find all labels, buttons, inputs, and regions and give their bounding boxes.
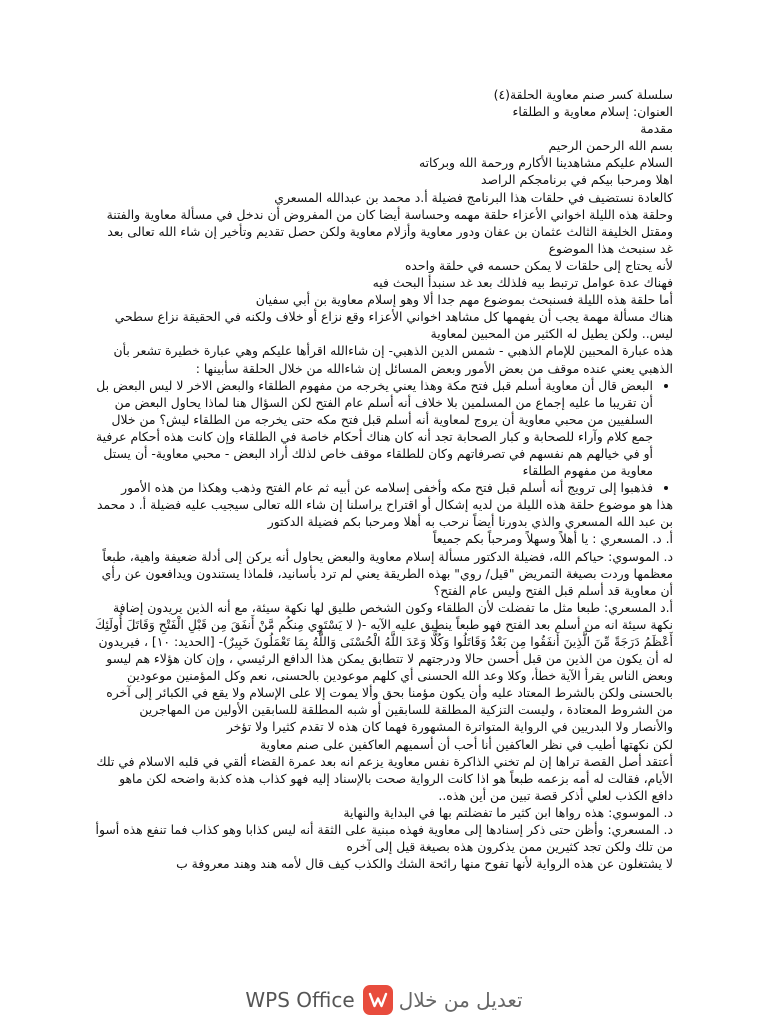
paragraph: اهلا ومرحبا بيكم في برنامجكم الراصد bbox=[481, 172, 673, 188]
paragraph: أعتقد أصل القصة تراها إن لم تخني الذاكرة نفس معاوية يزعم انه بعد عمرة القضاء ألقي في قلبه الاسلام في تلك الأيام، فقالت له أمه بزعمه طبعاً هو اذا كانت الرواية صحت بالإسناد إليه فهو كذاب هذه كذبة واضحه لكن ماهو دافع الكذب لعلي أذكر قصة تبين من أين هذه.. bbox=[96, 753, 673, 803]
paragraph: د. الموسوي: هذه رواها ابن كثير ما تفضلتم بها في البداية والنهاية bbox=[343, 804, 673, 820]
paragraph: هناك مسألة مهمة يجب أن يفهمها كل مشاهد اخواني الأعزاء وقع نزاع أو خلاف ولكنه في الحقيقة نزاع سطحي ليس.. ولكن يطيل له الكثير من المحبين لمعاوية bbox=[114, 309, 673, 342]
paragraph: أ.د المسعري: طبعا مثل ما تفضلت لأن الطلقاء وكون الشخص طليق لها نكهة سيئة، مع أنه الذين يريدون إضافة نكهة سيئة انه من أسلم بعد الفتح فهو طبعاً ينطبق عليه الآيه -( لا يَسْتَوِي مِنكُم مَّنْ أَنفَقَ مِن قَبْلِ الْفَتْحِ وَقَاتَلَ أُولَئِكَ أَعْظَمُ دَرَجَةً مِّنَ الَّذِينَ أَنفَقُوا مِن بَعْدُ وَقَاتَلُوا وَكُلًّا وَعَدَ اللَّهُ الْحُسْنَى وَاللَّهُ بِمَا تَعْمَلُونَ خَبِيرٌ)- [الحديد: ١٠] ، فيريدون له أن يكون من الذين من قبل أحسن حالا ودرجتهم لا تتطابق يمكن هذا الدافع الرئيسي ، وإن كان هؤلاء هم ليسو bbox=[95, 599, 673, 667]
paragraph: بسم الله الرحمن الرحيم bbox=[548, 138, 673, 154]
paragraph: د. المسعري: وأظن حتى ذكر إسنادها إلى معاوية فهذه مبنية على الثقة أنه ليس كذابا وهو كذاب فما تنفع هذه أسوأ من تلك ولكن تجد كثيرين ممن يذكرون هذه بصيغة قيل إلى آخره bbox=[95, 822, 673, 855]
paragraph: لكن نكهتها أطيب في نظر العاكفين أنا أحب أن أسميهم العاكفين على صنم معاوية bbox=[260, 736, 673, 752]
list-item: • فذهبوا إلى ترويج أنه أسلم قبل فتح مكه وأخفى إسلامه عن أبيه ثم عام الفتح وذهب وهكذا من هذه الأمور bbox=[95, 479, 653, 496]
paragraph: د. الموسوي: حياكم الله، فضيلة الدكتور مسألة إسلام معاوية والبعض يحاول أنه يركن إلى أدلة ضعيفة واهية، طبعاً معظمها وردت بصيغة التمريض "قيل/ روي" بهذه الطريقة يعني لم ترد بأسانيد، فلماذا يستندون ويدافعون عن رأي أن معاوية قد أسلم قبل الفتح وليس عام الفتح؟ bbox=[101, 548, 673, 598]
paragraph: فهناك عدة عوامل ترتبط بيه فلذلك بعد غد سنبدأ البحث فيه bbox=[372, 275, 673, 291]
document-body bbox=[95, 86, 673, 872]
paragraph: هذا هو موضوع حلقة هذه الليلة من لديه إشكال أو اقتراح يراسلنا إن شاء الله تعالى سيجيب عليه فضيلة أ. د محمد بن عبد الله المسعري والذي بدورنا أيضاً نرحب به أهلا ومرحبا بكم فضيلة الدكتور bbox=[97, 497, 673, 530]
bullet-list bbox=[95, 377, 673, 497]
wps-logo-icon bbox=[363, 985, 393, 1015]
paragraph: هذه عبارة المحبين للإمام الذهبي - شمس الدين الذهبي- إن شاءالله اقرأها عليكم وهي عبارة خطيرة تشعر بأن الذهبي يعني عنده موقف من بعض الأمور وبعض المسائل إن شاءالله من خلال الحلقة سأبينها : bbox=[113, 343, 673, 376]
episode-title: العنوان: إسلام معاوية و الطلقاء bbox=[512, 104, 673, 120]
section-heading: مقدمة bbox=[640, 121, 673, 137]
paragraph: أما حلقة هذه الليلة فسنبحث بموضوع مهم جدا ألا وهو إسلام معاوية بن أبي سفيان bbox=[255, 292, 673, 308]
footer-brand: WPS Office bbox=[245, 988, 355, 1012]
paragraph: وبعض الناس يقرأ الآية خطأ، وكلا وعد الله الحسنى أي كلهم موعودين بالحسنى، نعم وكل المؤمنين موعودين بالحسنى ولكن بالشرط المعتاد عليه وأن يكون مؤمنا بحق وألا يموت إلا على الإسلام ولا يقع في الكبائر إلى آخره bbox=[106, 668, 673, 701]
paragraph: كالعادة نستضيف في حلقات هذا البرنامج فضيلة أ.د محمد بن عبدالله المسعري bbox=[274, 189, 673, 205]
series-title: سلسلة كسر صنم معاوية الحلقة(٤) bbox=[493, 87, 673, 102]
wps-footer bbox=[0, 980, 768, 1020]
paragraph: أ. د. المسعري : يا أهلاً وسهلاً ومرحباً بكم جميعاً bbox=[433, 531, 673, 547]
paragraph: وحلقة هذه الليلة اخواني الأعزاء حلقة مهمه وحساسة أيضا كان من المفروض أن ندخل في مسألة معاوية والفتنة ومقتل الخليفة الثالث عثمان بن عفان ودور معاوية وأزلام معاوية ولكن حصل تقديم وتأخير إن شاء الله تعالى بعد غد سنبحث هذا الموضوع bbox=[106, 206, 673, 256]
paragraph: لا يشتغلون عن هذه الرواية لأنها تفوح منها رائحة الشك والكذب كيف قال لأمه هند وهند معروفة ب bbox=[176, 856, 673, 872]
footer-prefix: تعديل من خلال bbox=[398, 988, 523, 1012]
paragraph: من الشروط المعتادة ، وليست التزكية المطلقة للسابقين أو شبه المطلقة للسابقين الأولين من المهاجرين والأنصار ولا البدريين في الرواية المتواترة المشهورة فهما كان هذه لا تقدم كثيرا ولا تؤخر bbox=[139, 702, 673, 735]
list-item: • البعض قال أن معاوية أسلم قبل فتح مكة وهذا يعني يخرجه من مفهوم الطلقاء والبعض الاخر لا ليس البعض بل أن تقريبا ما عليه إجماع من المسلمين بلا خلاف أنه أسلم عام الفتح لكن السؤال هنا لماذا يحاول البعض من السلفيين من محبي معاوية أن يروج لمعاوية أنه أسلم قبل فتح مكه حتى يخرجه من الطلقاء ليش؟ من خلال جمع كلام وآراء للصحابة و كبار الصحابة تجد أنه كان هناك أحكام خاصة في الطلقاء وإن كانت هذه أحكام عرفية أو في خيالهم هم نفسهم في تصرفاتهم وكان للطلقاء موقف خاص لذلك أراد البعض - محبي معاوية- أن يستل معاوية من مفهوم الطلقاء bbox=[95, 377, 653, 480]
paragraph: لأنه يحتاج إلى حلقات لا يمكن حسمه في حلقة واحده bbox=[404, 257, 673, 273]
paragraph: السلام عليكم مشاهدينا الأكارم ورحمة الله وبركاته bbox=[418, 155, 673, 171]
